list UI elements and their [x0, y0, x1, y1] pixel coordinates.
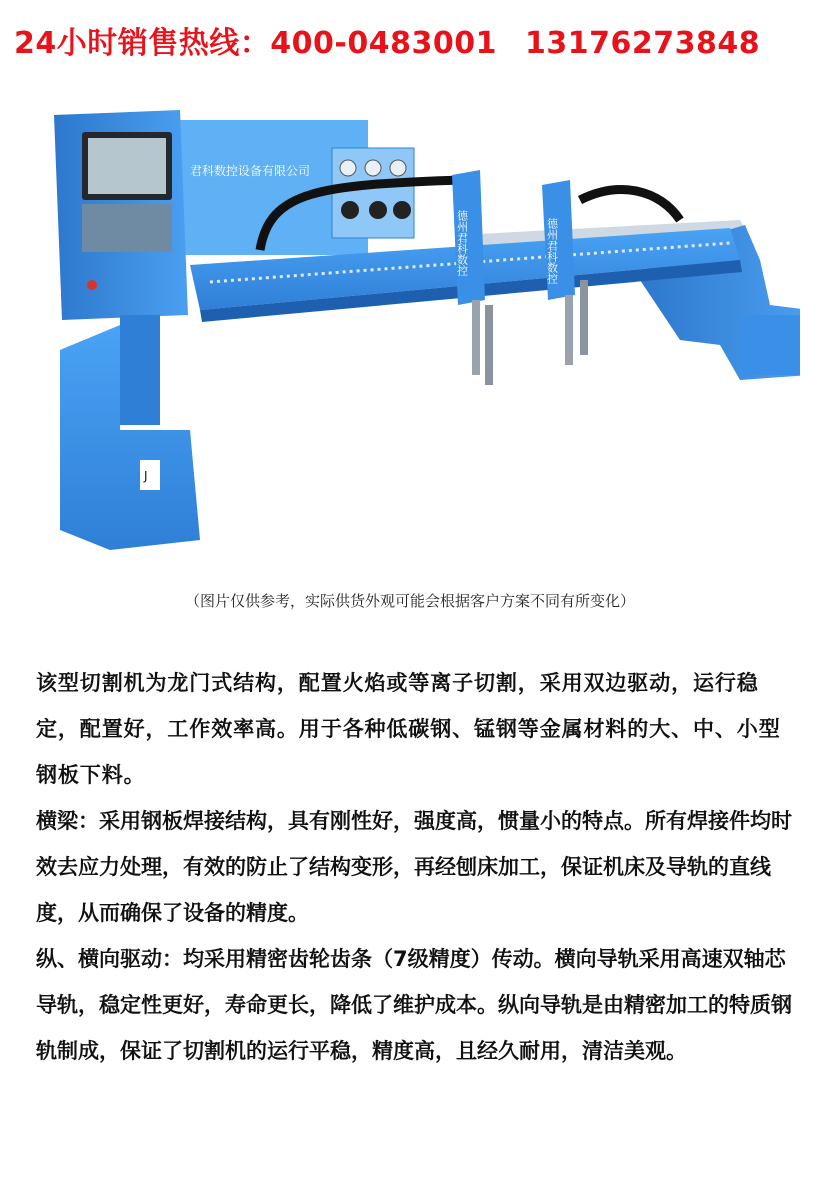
brand-logo-plate: [140, 460, 160, 490]
brand-logo-mark: J: [144, 469, 148, 483]
torch-2b: [580, 280, 588, 355]
left-leg: [120, 315, 160, 425]
product-photo: [40, 100, 800, 570]
valve-knob-3: [393, 201, 411, 219]
valve-knob-1: [341, 201, 359, 219]
valve-knob-2: [369, 201, 387, 219]
torch-1b: [485, 305, 493, 385]
cnc-keypad: [82, 204, 172, 252]
carriage-2-label: 德州君科数控: [545, 218, 559, 284]
gantry-cutting-machine-illustration: [40, 100, 800, 570]
sales-hotline: [14, 22, 814, 66]
product-description: [36, 660, 796, 1074]
description-drive: 纵、横向驱动：均采用精密齿轮齿条（7级精度）传动。横向导轨采用高速双轴芯导轨，稳定性更好，寿命更长，降低了维护成本。纵向导轨是由精密加工的特质钢轨制成，保证了切割机的运行平稳，精度高，且经久耐用，清洁美观。: [36, 947, 792, 1063]
cnc-screen: [88, 138, 166, 194]
pressure-gauge-2: [365, 160, 381, 176]
description-overview: 该型切割机为龙门式结构，配置火焰或等离子切割，采用双边驱动，运行稳定，配置好，工作效率高。用于各种低碳钢、锰钢等金属材料的大、中、小型钢板下料。: [36, 671, 781, 787]
emergency-stop-button: [87, 280, 97, 290]
torch-1: [472, 300, 480, 375]
hotline-phone-1: 400-0483001: [270, 26, 497, 61]
carriage-1-label: 德州君科数控: [455, 210, 469, 276]
cable-chain-right: [580, 190, 680, 220]
hotline-phone-2: 13176273848: [524, 26, 761, 61]
board-company-text: 君科数控设备有限公司: [190, 164, 311, 178]
pressure-gauge-3: [390, 160, 406, 176]
description-beam: 横梁：采用钢板焊接结构，具有刚性好，强度高，惯量小的特点。所有焊接件均时效去应力处理，有效的防止了结构变形，再经刨床加工，保证机床及导轨的直线度，从而确保了设备的精度。: [36, 809, 792, 925]
pressure-gauge-1: [340, 160, 356, 176]
photo-disclaimer: （图片仅供参考，实际供货外观可能会根据客户方案不同有所变化）: [184, 592, 635, 610]
torch-2: [565, 295, 573, 365]
right-drive-box: [740, 315, 800, 375]
hotline-label: 24小时销售热线：: [14, 26, 271, 61]
